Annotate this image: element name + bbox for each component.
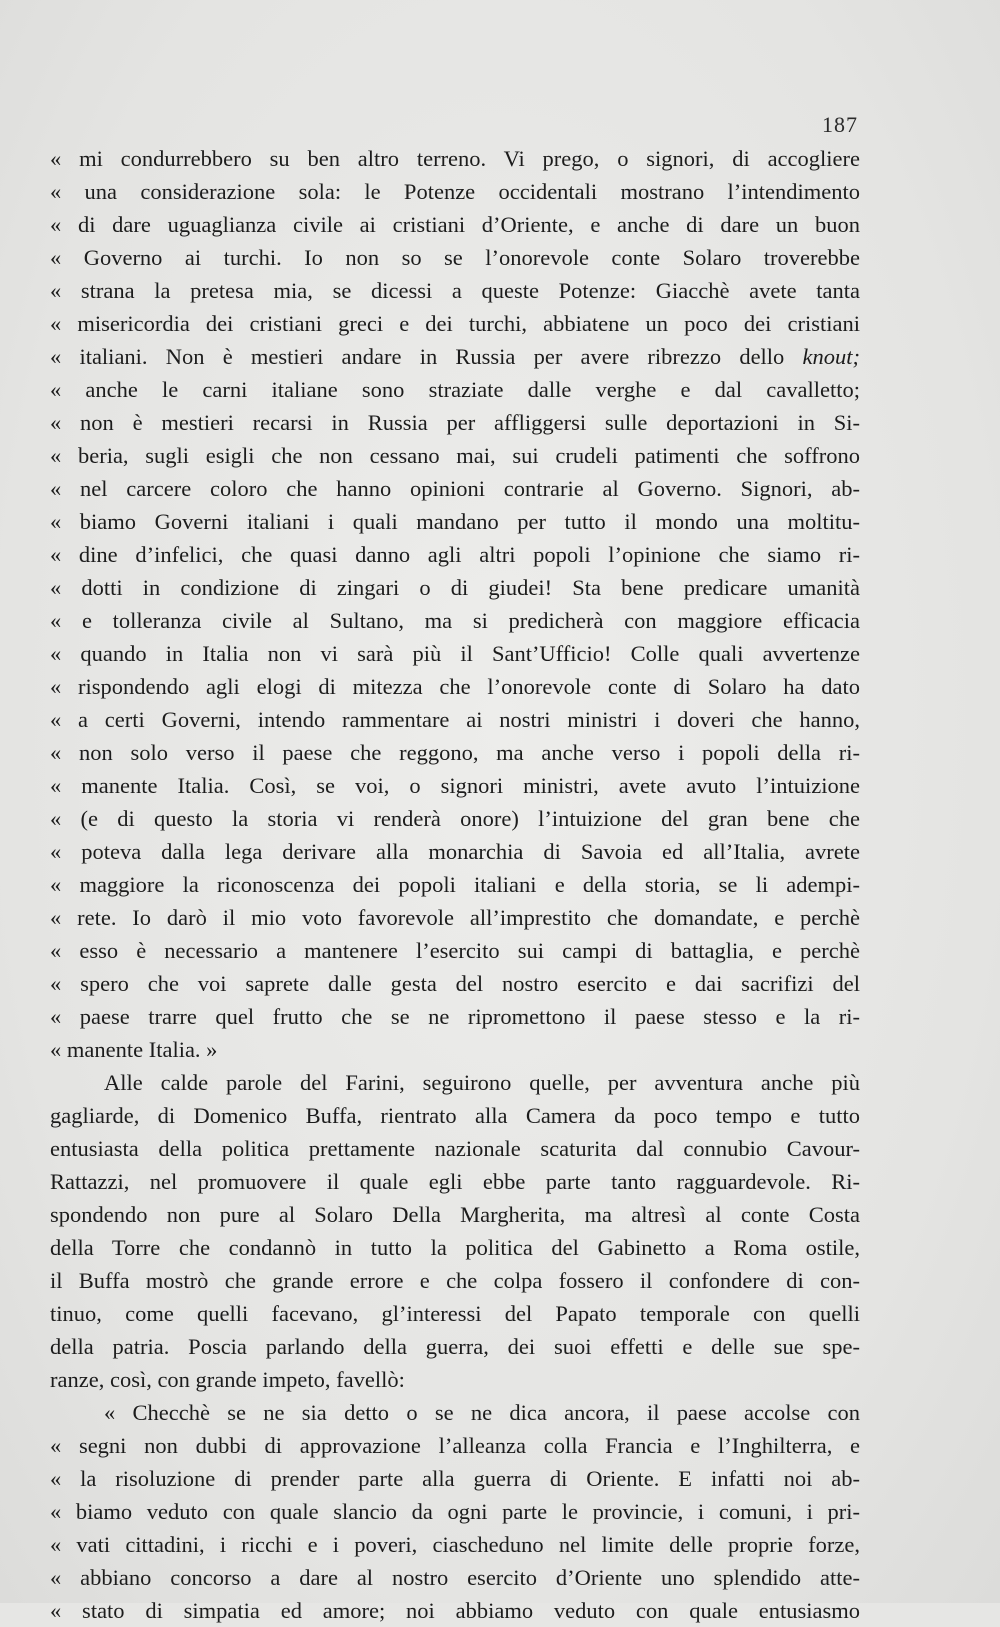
text-line: « a certi Governi, intendo rammentare ai nostri ministri i doveri che hanno, xyxy=(50,707,860,732)
text-line: « e tolleranza civile al Sultano, ma si predicherà con maggiore efficacia xyxy=(50,608,860,633)
text-line: « Checchè se ne sia detto o se ne dica ancora, il paese accolse con xyxy=(104,1400,860,1425)
text-line: « esso è necessario a mantenere l’esercito sui campi di battaglia, e perchè xyxy=(50,938,860,963)
text-line: « anche le carni italiane sono straziate dalle verghe e dal cavalletto; xyxy=(50,377,860,402)
text-line: « nel carcere coloro che hanno opinioni contrarie al Governo. Signori, ab- xyxy=(50,476,860,501)
text-line: « rete. Io darò il mio voto favorevole all’imprestito che domandate, e perchè xyxy=(50,905,860,930)
text-line: « la risoluzione di prender parte alla guerra di Oriente. E infatti noi ab- xyxy=(50,1466,860,1491)
italic-word: knout; xyxy=(802,344,860,369)
text-line: Rattazzi, nel promuovere il quale egli ebbe parte tanto ragguardevole. Ri- xyxy=(50,1169,860,1194)
text-line: « dotti in condizione di zingari o di giudei! Sta bene predicare umanità xyxy=(50,575,860,600)
text-line: tinuo, come quelli facevano, gl’interessi del Papato temporale con quelli xyxy=(50,1301,860,1326)
text-line: « biamo Governi italiani i quali mandano per tutto il mondo una moltitu- xyxy=(50,509,860,534)
text-line: « misericordia dei cristiani greci e dei turchi, abbiatene un poco dei cristiani xyxy=(50,311,860,336)
text-line: « beria, sugli esigli che non cessano mai, sui crudeli patimenti che soffrono xyxy=(50,443,860,468)
text-line: « rispondendo agli elogi di mitezza che l’onorevole conte di Solaro ha dato xyxy=(50,674,860,699)
text-line: « non solo verso il paese che reggono, ma anche verso i popoli della ri- xyxy=(50,740,860,765)
text-line: « di dare uguaglianza civile ai cristiani d’Oriente, e anche di dare un buon xyxy=(50,212,860,237)
text-line: « abbiano concorso a dare al nostro esercito d’Oriente uno splendido atte- xyxy=(50,1565,860,1590)
text-line: « vati cittadini, i ricchi e i poveri, ciascheduno nel limite delle proprie forze, xyxy=(50,1532,860,1557)
text-line: « manente Italia. Così, se voi, o signori ministri, avete avuto l’intuizione xyxy=(50,773,860,798)
text-line: « manente Italia. » xyxy=(50,1037,218,1062)
text-line: « spero che voi saprete dalle gesta del nostro esercito e dai sacrifizi del xyxy=(50,971,860,996)
text-line: « (e di questo la storia vi renderà onore) l’intuizione del gran bene che xyxy=(50,806,860,831)
text-line: « stato di simpatia ed amore; noi abbiamo veduto con quale entusiasmo xyxy=(50,1598,860,1623)
text-line: il Buffa mostrò che grande errore e che colpa fossero il confondere di con- xyxy=(50,1268,860,1293)
text-line: « una considerazione sola: le Potenze occidentali mostrano l’intendimento xyxy=(50,179,860,204)
text-line: spondendo non pure al Solaro Della Margherita, ma altresì al conte Costa xyxy=(50,1202,860,1227)
text-line: « non è mestieri recarsi in Russia per affliggersi sulle deportazioni in Si- xyxy=(50,410,860,435)
text-line: gagliarde, di Domenico Buffa, rientrato alla Camera da poco tempo e tutto xyxy=(50,1103,860,1128)
text-line: « maggiore la riconoscenza dei popoli italiani e della storia, se li adempi- xyxy=(50,872,860,897)
text-line: Alle calde parole del Farini, seguirono quelle, per avventura anche più xyxy=(104,1070,860,1095)
text-line: « italiani. Non è mestieri andare in Russia per avere ribrezzo dello knout; xyxy=(50,344,860,369)
text-line: entusiasta della politica prettamente nazionale scaturita dal connubio Cavour- xyxy=(50,1136,860,1161)
text-line: della patria. Poscia parlando della guerra, dei suoi effetti e delle sue spe- xyxy=(50,1334,860,1359)
page-number: 187 xyxy=(822,112,858,137)
body-text xyxy=(50,142,860,1627)
text-line: « poteva dalla lega derivare alla monarchia di Savoia ed all’Italia, avrete xyxy=(50,839,860,864)
text-line: della Torre che condannò in tutto la politica del Gabinetto a Roma ostile, xyxy=(50,1235,860,1260)
text-line: « Governo ai turchi. Io non so se l’onorevole conte Solaro troverebbe xyxy=(50,245,860,270)
text-line: ranze, così, con grande impeto, favellò: xyxy=(50,1367,405,1392)
text-line: « mi condurrebbero su ben altro terreno. Vi prego, o signori, di accogliere xyxy=(50,146,860,171)
text-line: « dine d’infelici, che quasi danno agli altri popoli l’opinione che siamo ri- xyxy=(50,542,860,567)
text-line: « biamo veduto con quale slancio da ogni parte le provincie, i comuni, i pri- xyxy=(50,1499,860,1524)
text-line: « quando in Italia non vi sarà più il Sant’Ufficio! Colle quali avvertenze xyxy=(50,641,860,666)
text-line: « strana la pretesa mia, se dicessi a queste Potenze: Giacchè avete tanta xyxy=(50,278,860,303)
text-line: « paese trarre quel frutto che se ne ripromettono il paese stesso e la ri- xyxy=(50,1004,860,1029)
text-line: « segni non dubbi di approvazione l’alleanza colla Francia e l’Inghilterra, e xyxy=(50,1433,860,1458)
